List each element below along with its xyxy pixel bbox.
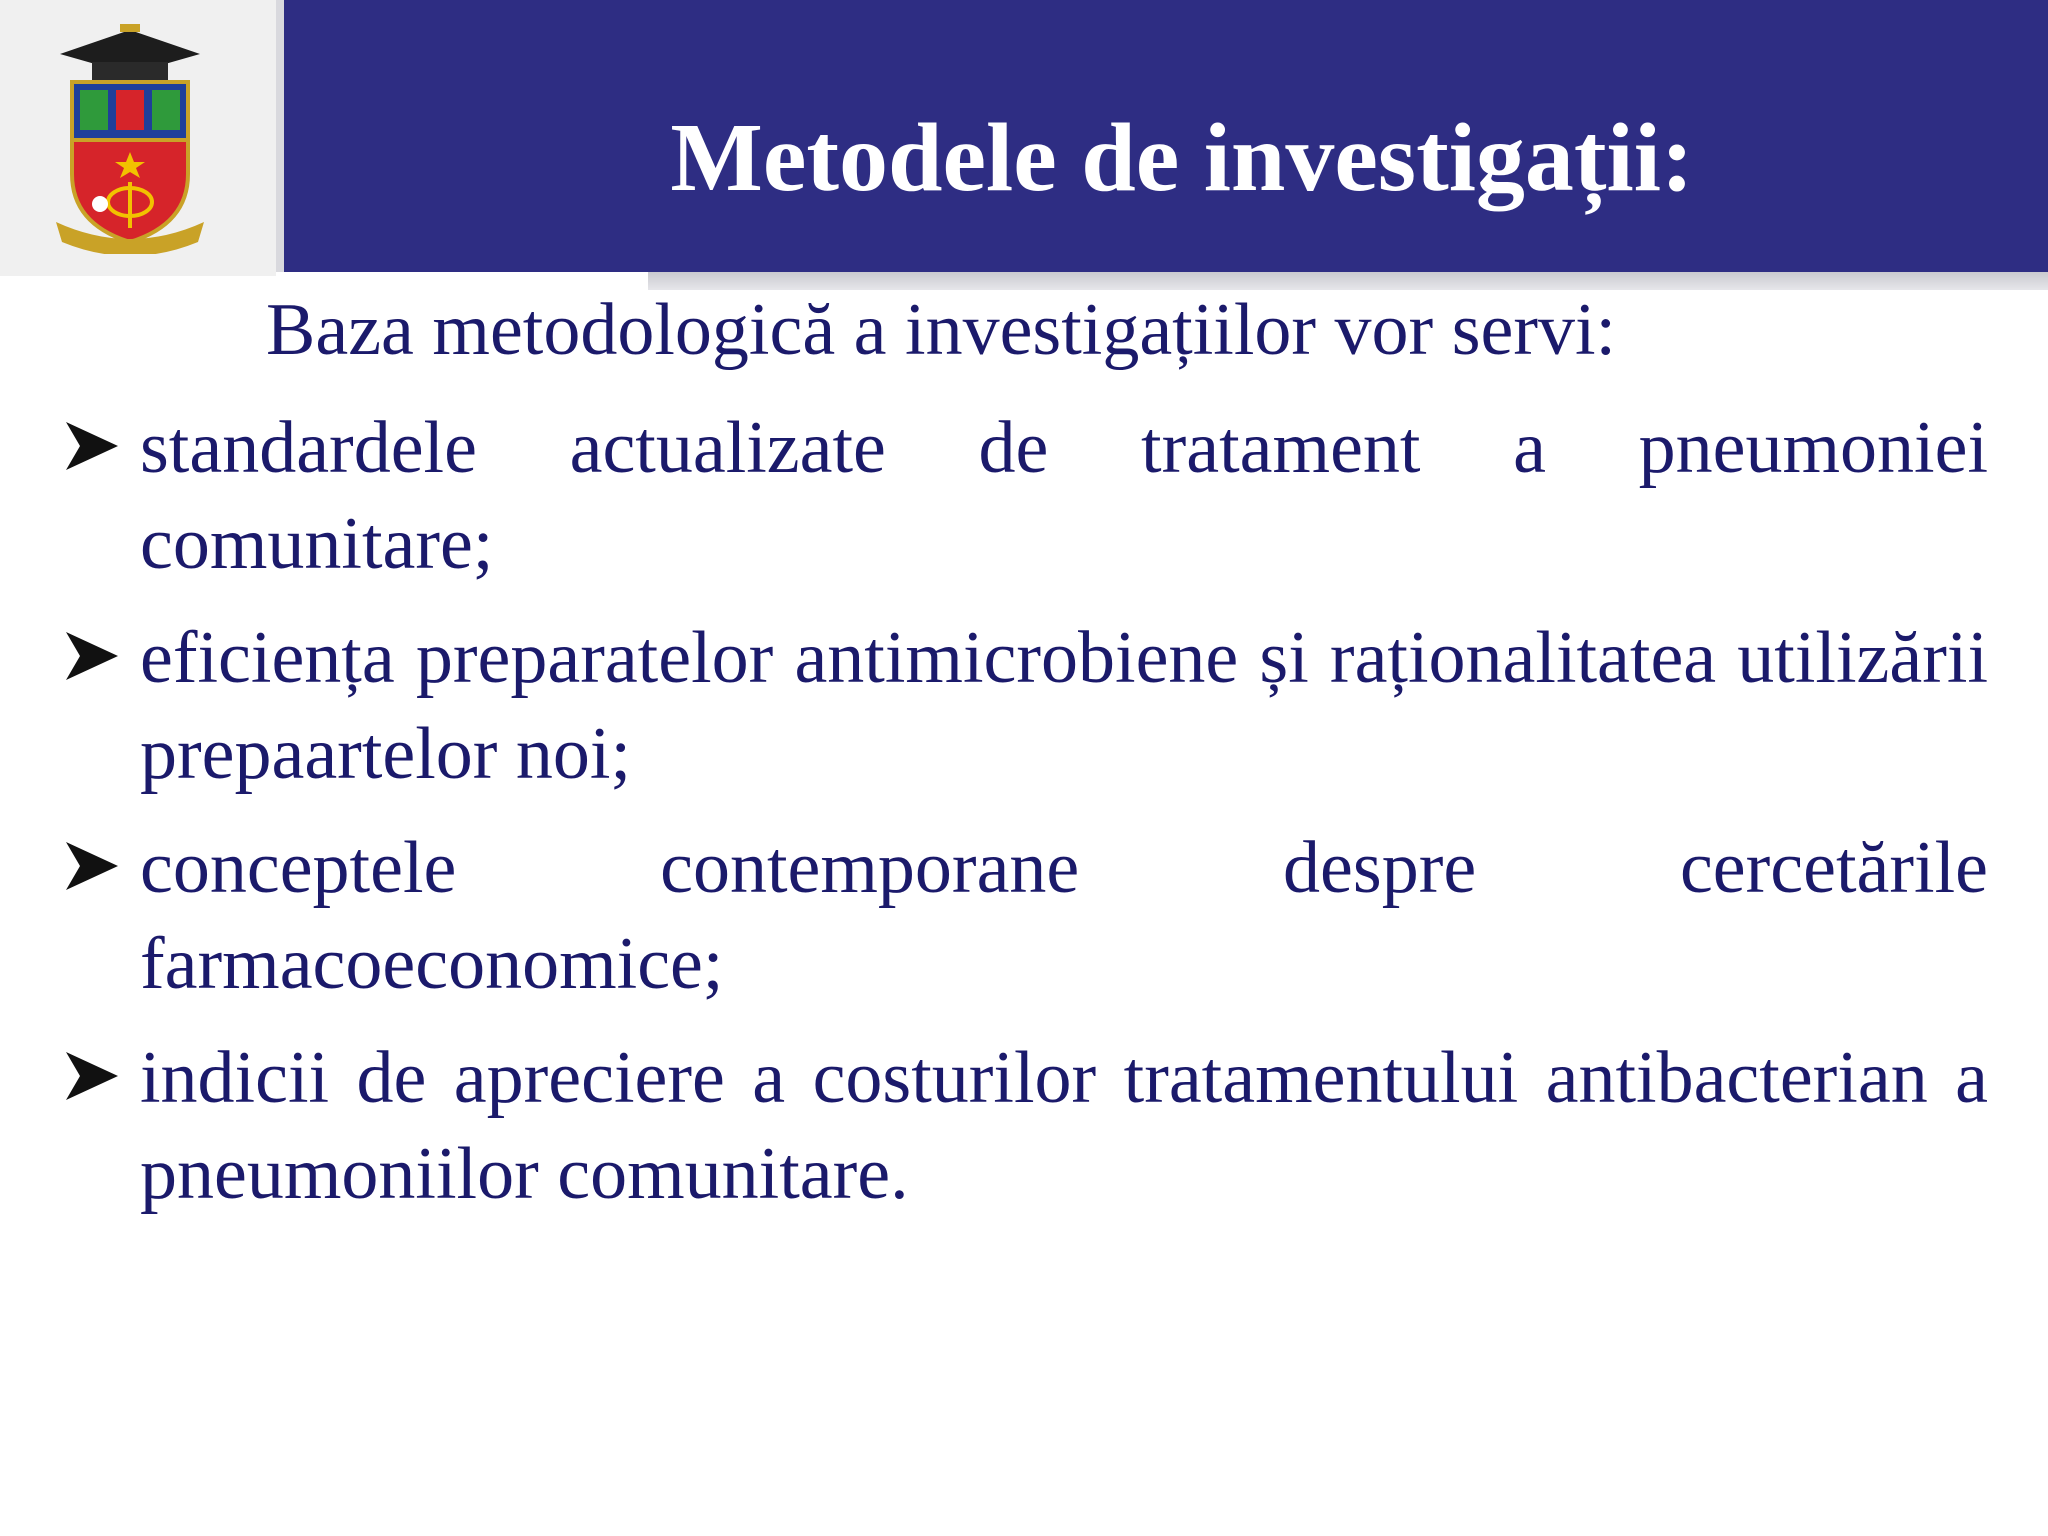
arrowhead-bullet-icon <box>62 626 122 686</box>
list-item <box>62 820 1988 1012</box>
bullet-list <box>62 400 1988 1240</box>
arrowhead-bullet-icon <box>62 1046 122 1106</box>
list-item-text: indicii de apreciere a costurilor tratamentului antibacterian a pneumoniilor comunitare. <box>140 1037 1988 1215</box>
list-item <box>62 610 1988 802</box>
arrowhead-bullet-icon <box>62 836 122 896</box>
intro-text: Baza metodologică a investigațiilor vor servi: <box>266 289 1617 371</box>
page-title: Metodele de investigații: <box>670 104 1694 212</box>
university-crest-icon <box>50 24 210 254</box>
list-item-text: eficiența preparatelor antimicrobiene și raționalitatea utilizării prepaartelor noi; <box>140 617 1988 795</box>
list-item <box>62 400 1988 592</box>
list-item-text: conceptele contemporane despre cercetările farmacoeconomice; <box>140 827 1988 1005</box>
logo-panel <box>0 0 276 276</box>
list-item-text: standardele actualizate de tratament a pneumoniei comunitare; <box>140 407 1988 585</box>
list-item <box>62 1030 1988 1222</box>
arrowhead-bullet-icon <box>62 416 122 476</box>
